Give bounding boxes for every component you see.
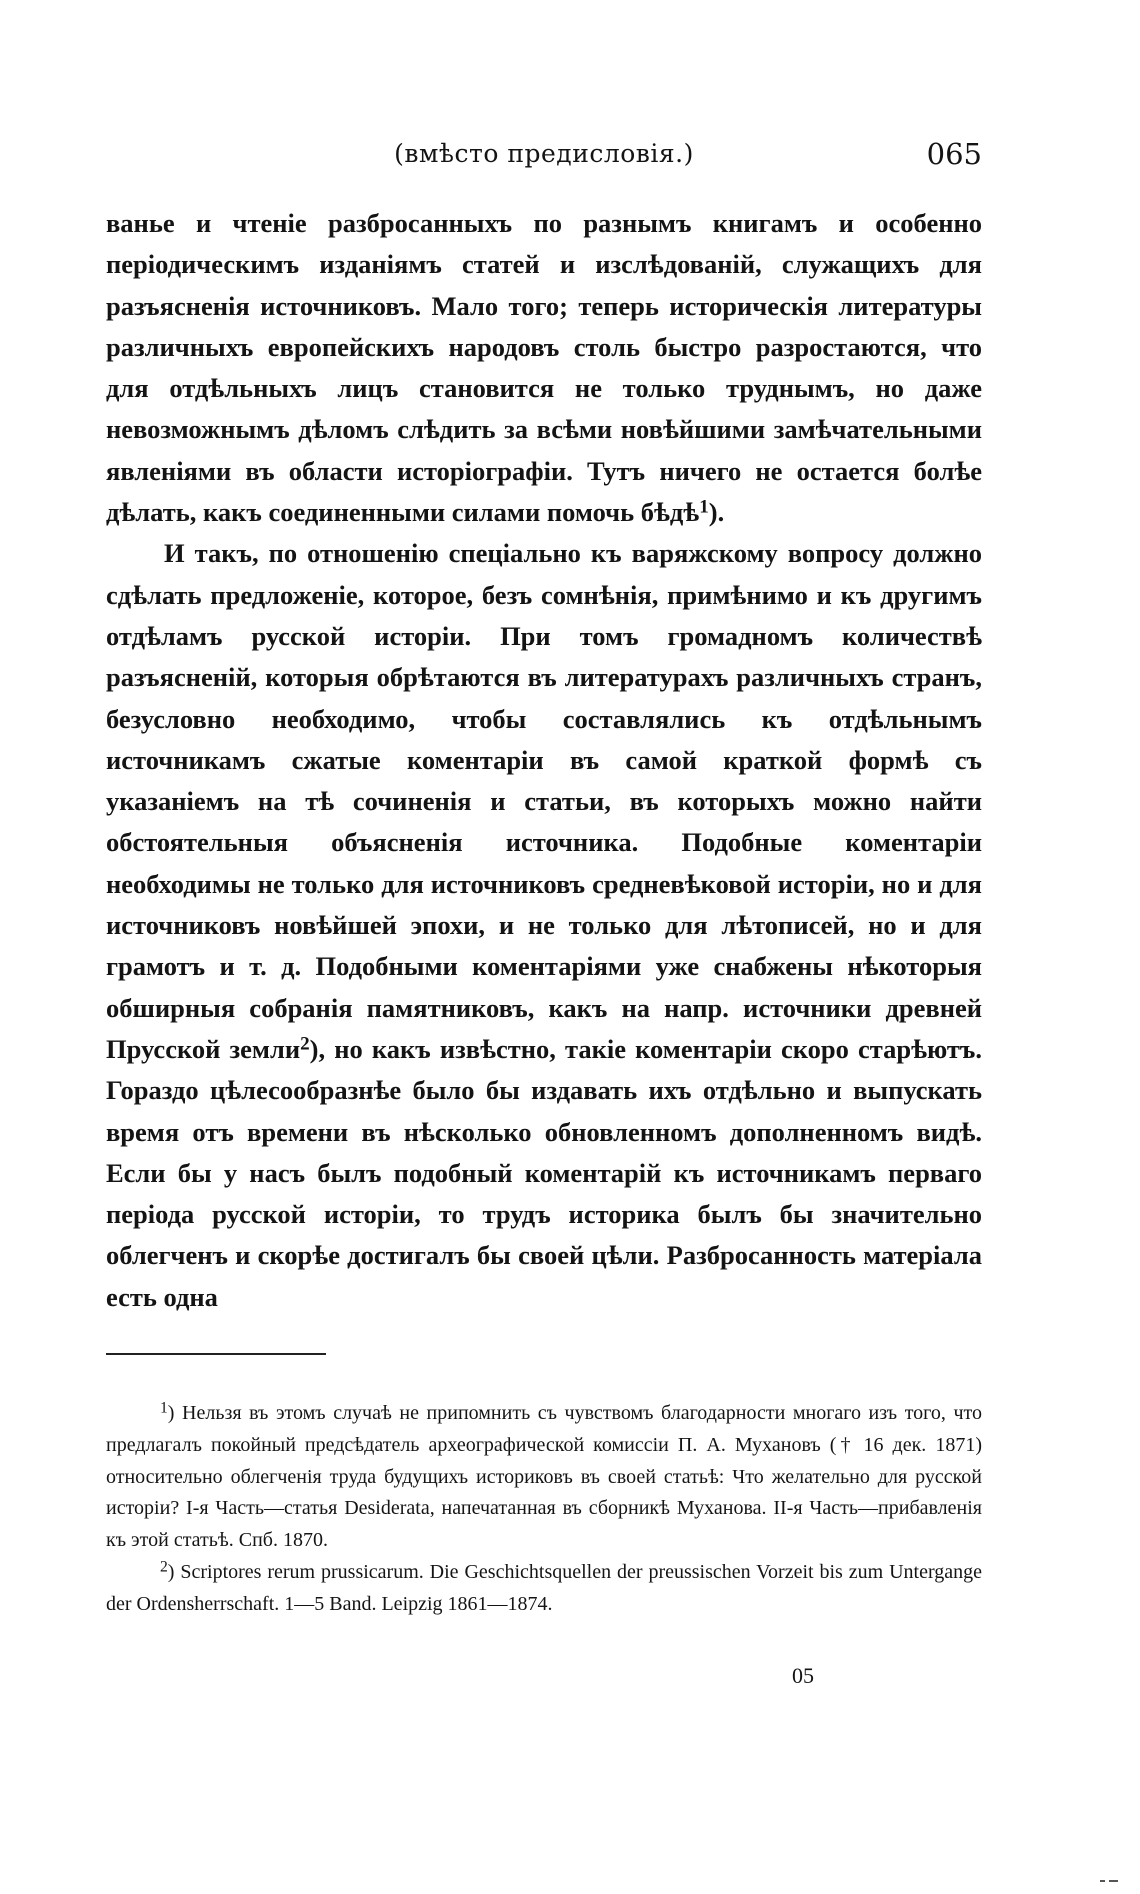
paragraph-2-text-a: И такъ, по отношенію спеціально къ варяжскому вопросу должно сдѣлать предложеніе, которое, безъ сомнѣнія, примѣнимо и къ другимъ отдѣламъ русской исторіи. При томъ громадномъ количествѣ разъясненій, которыя обрѣтаются въ литературахъ различныхъ странъ, безусловно необходимо, чтобы составлялись къ отдѣльнымъ источникамъ сжатые коментаріи въ самой краткой формѣ съ указаніемъ на тѣ сочиненія и статьи, въ которыхъ можно найти обстоятельныя объясненія источника. Подобные коментаріи необходимы не только для источниковъ средневѣковой исторіи, но и для источниковъ новѣйшей эпохи, и не только для лѣтописей, но и для грамотъ и т. д. Подобными коментаріями уже снабжены нѣкоторыя обширныя собранія памятниковъ, какъ на напр. источники древней Прусской земли — [106, 538, 982, 1064]
footnote-ref-1: 1 — [699, 496, 709, 518]
paragraph-1 — [106, 203, 982, 533]
main-text — [106, 203, 982, 1318]
page-number: 065 — [926, 137, 982, 171]
printer-signature: 05 — [792, 1663, 814, 1688]
footnote-1-mark: 1 — [160, 1399, 168, 1417]
paragraph-1-end: ). — [708, 497, 725, 528]
paragraph-1-text: ванье и чтеніе разбросанныхъ по разнымъ книгамъ и особенно періодическимъ изданіямъ статей и изслѣдованій, служащихъ для разъясненія источниковъ. Мало того; теперь историческія литературы различныхъ европейскихъ народовъ столь быстро разростаются, что для отдѣльныхъ лицъ становится не только труднымъ, но даже невозможнымъ дѣломъ слѣдить за всѣми новѣйшими замѣчательными явленіями въ области исторіографіи. Тутъ ничего не остается болѣе дѣлать, какъ соединенными силами помочь бѣдѣ — [106, 208, 982, 528]
paragraph-2-text-b: ), но какъ извѣстно, такіе коментаріи скоро старѣютъ. Гораздо цѣлесообразнѣе было бы издавать ихъ отдѣльно и выпускать время отъ времени въ нѣсколько обновленномъ дополненномъ видѣ. Если бы у насъ былъ подобный коментарій къ источникамъ перваго періода русской исторіи, то трудъ историка былъ бы значительно облегченъ и скорѣе достигалъ бы своей цѣли. Разбросанность матеріала есть одна — [106, 1033, 982, 1312]
footnote-ref-2: 2 — [300, 1033, 310, 1055]
footnote-2-mark: 2 — [160, 1558, 168, 1576]
footnote-separator — [106, 1353, 326, 1355]
paragraph-2 — [106, 533, 982, 1318]
footnotes — [106, 1398, 982, 1621]
footnote-2 — [106, 1557, 982, 1621]
running-title: (вмѣсто предисловія.) — [394, 139, 694, 168]
footnote-1-text: ) Нельзя въ этомъ случаѣ не припомнить съ чувствомъ благодарности многаго изъ того, что предлагалъ покойный предсѣдатель археографической комиссіи П. А. Мухановъ († 16 дек. 1871) относительно облегченія труда будущихъ историковъ въ своей статьѣ: Что желательно для русской исторіи? I-я Часть—статья Desiderata, напечатанная въ сборникѣ Муханова. II-я Часть—прибавленія къ этой статьѣ. Спб. 1870. — [106, 1402, 982, 1552]
footnote-2-text: ) Scriptores rerum prussicarum. Die Geschichtsquellen der preussischen Vorzeit bis zum Untergange der Ordensherrschaft. 1—5 Band. Leipzig 1861—1874. — [106, 1560, 982, 1615]
running-head — [106, 132, 982, 176]
footnote-1 — [106, 1398, 982, 1557]
scan-mark — [1100, 1880, 1120, 1883]
